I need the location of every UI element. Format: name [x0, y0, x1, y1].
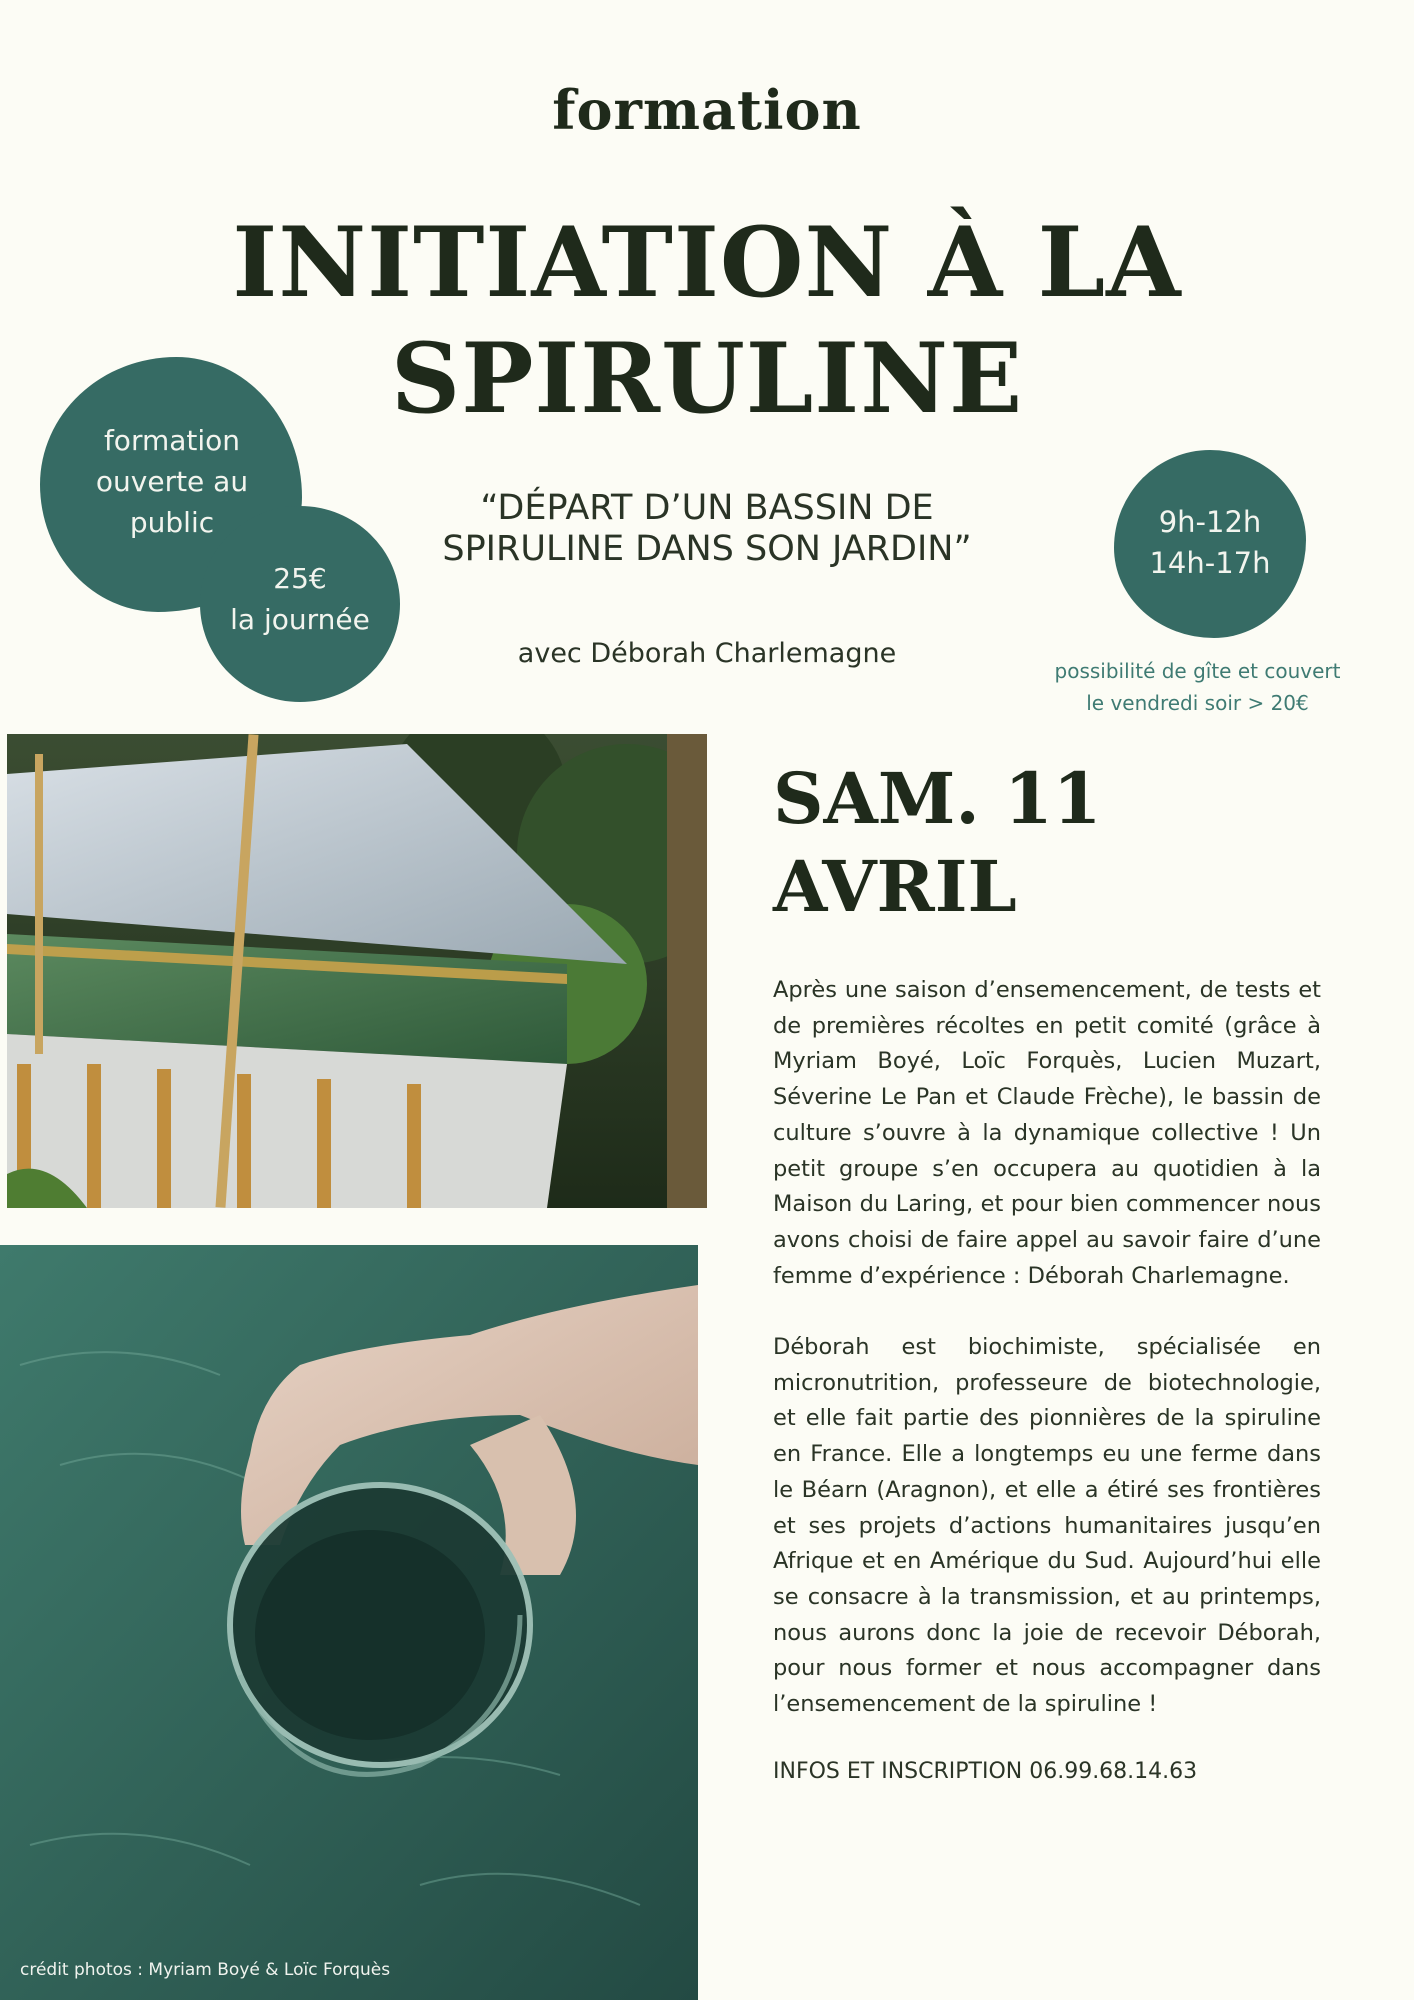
title-line-1: INITIATION À LA: [232, 206, 1182, 319]
badge-price: [220, 558, 380, 640]
badge-hours-line-1: 9h-12h: [1158, 505, 1262, 539]
badge-public-line-3: public: [129, 506, 215, 539]
page-title: [180, 205, 1234, 437]
gite-note: [1035, 655, 1360, 719]
paragraph-trainer: Déborah est biochimiste, spécialisée en micronutrition, professeure de biotechnologie, et elle fait partie des pionnières de la spiruline en France. Elle a longtemps eu une ferme dans le Béarn (Aragnon), et elle a étiré ses frontières et ses projets d’actions humanitaires jusqu’en Afrique et en Amérique du Sud. Aujourd’hui elle se consacre à la transmission, et au printemps, nous aurons donc la joie de recevoir Déborah, pour nous former et nous accompagner dans l’ensemencement de la spiruline !: [773, 1334, 1321, 1718]
subtitle: [380, 488, 1034, 570]
photo-basin: [7, 734, 707, 1208]
subtitle-line-1: “DÉPART D’UN BASSIN DE: [480, 488, 934, 528]
kicker: formation: [552, 78, 862, 142]
badge-hours-line-2: 14h-17h: [1149, 546, 1271, 580]
badge-price-line-1: 25€: [273, 562, 327, 595]
event-date-line-2: AVRIL: [773, 845, 1017, 928]
paragraph-intro: Après une saison d’ensemencement, de tests et de premières récoltes en petit comité (grâce à Myriam Boyé, Loïc Forquès, Lucien Muzart, Séverine Le Pan et Claude Frèche), le bassin de culture s’ouvre à la dynamique collective ! Un petit groupe s’en occupera au quotidien à la Maison du Laring, et pour bien commencer nous avons choisi de faire appel au savoir faire d’une femme d’expérience : Déborah Charlemagne.: [773, 977, 1321, 1289]
gite-line-2: le vendredi soir > 20€: [1086, 691, 1309, 715]
contact-info: INFOS ET INSCRIPTION 06.99.68.14.63: [773, 1759, 1198, 1784]
badge-hours: [1114, 502, 1306, 584]
photo-jar: [0, 1245, 698, 2000]
photo-jar-illustration: [0, 1245, 698, 2000]
title-line-2: SPIRULINE: [390, 322, 1024, 435]
photo-credit: crédit photos : Myriam Boyé & Loïc Forquès: [20, 1960, 391, 1980]
badge-public-line-2: ouverte au: [95, 465, 249, 498]
badge-public: [72, 420, 272, 543]
photo-basin-illustration: [7, 734, 707, 1208]
gite-line-1: possibilité de gîte et couvert: [1054, 659, 1341, 683]
badge-price-line-2: la journée: [230, 603, 370, 636]
trainer-line: avec Déborah Charlemagne: [517, 638, 897, 669]
event-date: [773, 755, 1333, 931]
badge-public-line-1: formation: [103, 424, 241, 457]
subtitle-line-2: SPIRULINE DANS SON JARDIN”: [442, 529, 972, 569]
event-date-line-1: SAM. 11: [773, 757, 1102, 840]
